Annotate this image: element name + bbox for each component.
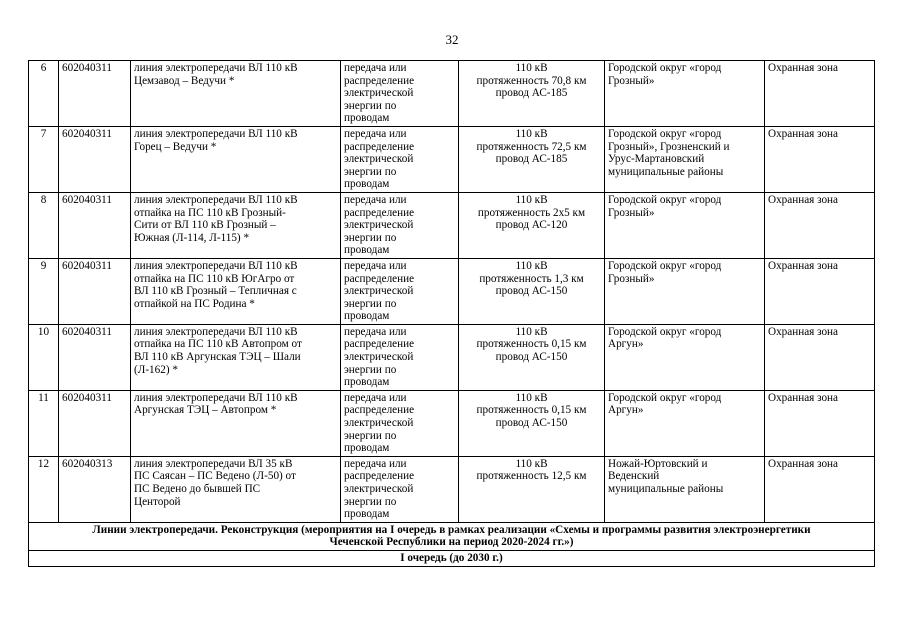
object-location-line: муниципальные районы [608,165,724,178]
object-location-line: Грозный» [608,272,655,285]
object-name [131,61,341,127]
object-purpose [341,390,459,456]
table-body [29,61,875,567]
object-zone: Охранная зона [765,324,875,390]
object-specs-line: провод АС-150 [495,351,568,364]
row-number: 11 [29,390,59,456]
object-purpose-line: электрической [344,417,414,430]
object-name-line: линия электропередачи ВЛ 110 кВ [134,391,298,404]
object-specs-line: протяженность 0,15 км [476,338,587,351]
object-name-line: линия электропередачи ВЛ 110 кВ [134,62,298,74]
object-name [131,456,341,522]
object-purpose [341,61,459,127]
section-title-line: Линии электропередачи. Реконструкция (мероприятия на I очередь в рамках реализации «Схемы и программы развития электроэнергетики [92,523,811,536]
object-location-line: Грозный», Грозненский и [608,140,730,153]
table-row [29,192,875,258]
object-purpose-line: распределение [344,74,415,87]
object-specs-line: протяженность 1,3 км [479,272,584,285]
row-number: 7 [29,126,59,192]
object-code: 602040311 [59,390,131,456]
object-name-line: (Л-162) * [134,363,178,376]
object-purpose-line: проводам [344,178,390,191]
object-purpose-line: электрической [344,483,414,495]
object-specs-line: провод АС-185 [495,153,568,166]
object-location [605,258,765,324]
object-location-line: Городской округ «город [608,62,722,74]
object-purpose-line: электрической [344,153,414,166]
object-location-line: Аргун» [608,338,644,351]
object-purpose [341,324,459,390]
object-specs-line: провод АС-185 [495,87,568,100]
object-specs [459,61,605,127]
section-title-line: Чеченской Республики на период 2020-2024 гг.») [329,536,574,549]
object-specs-line: провод АС-150 [495,417,568,430]
object-specs-line: протяженность 72,5 км [476,140,587,153]
table-row [29,258,875,324]
object-purpose [341,126,459,192]
object-specs-line: протяженность 0,15 км [476,404,587,417]
object-purpose-line: проводам [344,442,390,455]
object-purpose-line: передача или [344,62,407,74]
object-name-line: ПС Ведено до бывшей ПС [134,483,261,495]
object-specs-line: 110 кВ [515,325,548,338]
object-purpose-line: передача или [344,259,407,272]
object-purpose-line: распределение [344,470,415,483]
object-name-line: отпайкой на ПС Родина * [134,297,255,310]
object-code: 602040313 [59,456,131,522]
object-specs [459,390,605,456]
page-number: 32 [445,32,459,47]
section-row [29,522,875,550]
section-title [29,522,875,550]
object-name-line: Горец – Ведучи * [134,140,217,153]
object-purpose-line: распределение [344,404,415,417]
object-purpose-line: передача или [344,325,407,338]
table-row [29,61,875,127]
object-purpose-line: энергии по [344,495,397,508]
object-specs [459,126,605,192]
object-location-line: Ножай-Юртовский и [608,457,708,470]
object-code: 602040311 [59,258,131,324]
object-purpose-line: проводам [344,112,390,125]
object-location-line: Городской округ «город [608,127,722,140]
object-specs-line: 110 кВ [515,259,548,272]
subsection-title: I очередь (до 2030 г.) [29,550,875,566]
object-name-line: Цемзавод – Ведучи * [134,74,235,87]
object-location-line: Грозный» [608,74,655,87]
object-name [131,324,341,390]
object-zone: Охранная зона [765,390,875,456]
object-name-line: линия электропередачи ВЛ 110 кВ [134,193,298,206]
object-name [131,390,341,456]
object-purpose-line: энергии по [344,231,397,244]
subsection-row [29,550,875,566]
object-name [131,192,341,258]
object-purpose-line: электрической [344,87,414,100]
object-purpose-line: энергии по [344,429,397,442]
object-location [605,61,765,127]
object-zone: Охранная зона [765,61,875,127]
object-location [605,456,765,522]
object-purpose-line: проводам [344,376,390,389]
object-name-line: линия электропередачи ВЛ 35 кВ [134,457,293,470]
object-zone: Охранная зона [765,456,875,522]
object-purpose-line: энергии по [344,363,397,376]
object-specs-line: 110 кВ [515,457,548,470]
row-number: 12 [29,456,59,522]
object-name-line: отпайка на ПС 110 кВ ЮгАгро от [134,272,295,285]
object-location [605,390,765,456]
object-purpose-line: передача или [344,193,407,206]
object-name-line: ПС Саясан – ПС Ведено (Л-50) от [134,470,296,483]
object-specs-line: 110 кВ [515,193,548,206]
table-row [29,456,875,522]
object-specs [459,324,605,390]
object-location [605,126,765,192]
table-row [29,126,875,192]
object-purpose-line: электрической [344,351,414,364]
object-purpose-line: передача или [344,457,407,470]
object-purpose-line: электрической [344,219,414,232]
object-location-line: Городской округ «город [608,259,722,272]
object-specs-line: протяженность 12,5 км [476,470,587,483]
object-location-line: Городской округ «город [608,325,722,338]
object-name-line: линия электропередачи ВЛ 110 кВ [134,259,298,272]
object-specs-line: 110 кВ [515,391,548,404]
object-name-line: Центорой [134,495,181,508]
object-code: 602040311 [59,324,131,390]
object-purpose-line: энергии по [344,99,397,112]
object-zone: Охранная зона [765,258,875,324]
object-name [131,258,341,324]
object-purpose-line: распределение [344,206,415,219]
object-location-line: Аргун» [608,404,644,417]
object-name-line: Сити от ВЛ 110 кВ Грозный – [134,219,276,232]
object-location-line: Городской округ «город [608,391,722,404]
object-code: 602040311 [59,126,131,192]
object-purpose [341,456,459,522]
object-purpose-line: электрической [344,285,414,298]
object-purpose-line: передача или [344,127,407,140]
object-purpose-line: распределение [344,140,415,153]
object-purpose-line: распределение [344,338,415,351]
object-purpose [341,192,459,258]
table-row [29,324,875,390]
row-number: 9 [29,258,59,324]
row-number: 10 [29,324,59,390]
object-location-line: муниципальные районы [608,483,724,495]
object-specs [459,192,605,258]
object-code: 602040311 [59,61,131,127]
object-location [605,192,765,258]
object-location [605,324,765,390]
object-purpose-line: проводам [344,310,390,323]
object-location-line: Городской округ «город [608,193,722,206]
object-purpose-line: передача или [344,391,407,404]
object-purpose-line: энергии по [344,297,397,310]
object-specs-line: протяженность 70,8 км [476,74,587,87]
object-name-line: Аргунская ТЭЦ – Автопром * [134,404,277,417]
object-location-line: Веденский [608,470,660,483]
object-purpose-line: проводам [344,508,390,521]
object-purpose [341,258,459,324]
object-code: 602040311 [59,192,131,258]
object-specs [459,456,605,522]
object-name-line: отпайка на ПС 110 кВ Автопром от [134,338,302,351]
object-specs-line: провод АС-120 [495,219,568,232]
object-specs [459,258,605,324]
object-name-line: Южная (Л-114, Л-115) * [134,231,250,244]
object-purpose-line: энергии по [344,165,397,178]
object-specs-line: протяженность 2х5 км [477,206,586,219]
object-zone: Охранная зона [765,126,875,192]
row-number: 6 [29,61,59,127]
objects-table [28,60,875,567]
object-location-line: Грозный» [608,206,655,219]
object-specs-line: 110 кВ [515,62,548,74]
object-name [131,126,341,192]
object-specs-line: провод АС-150 [495,285,568,298]
object-name-line: линия электропередачи ВЛ 110 кВ [134,325,298,338]
object-zone: Охранная зона [765,192,875,258]
object-purpose-line: распределение [344,272,415,285]
object-name-line: линия электропередачи ВЛ 110 кВ [134,127,298,140]
object-name-line: ВЛ 110 кВ Аргунская ТЭЦ – Шали [134,351,301,364]
object-location-line: Урус-Мартановский [608,153,705,166]
object-specs-line: 110 кВ [515,127,548,140]
object-name-line: ВЛ 110 кВ Грозный – Тепличная с [134,285,297,298]
row-number: 8 [29,192,59,258]
object-name-line: отпайка на ПС 110 кВ Грозный- [134,206,286,219]
object-purpose-line: проводам [344,244,390,257]
table-row [29,390,875,456]
